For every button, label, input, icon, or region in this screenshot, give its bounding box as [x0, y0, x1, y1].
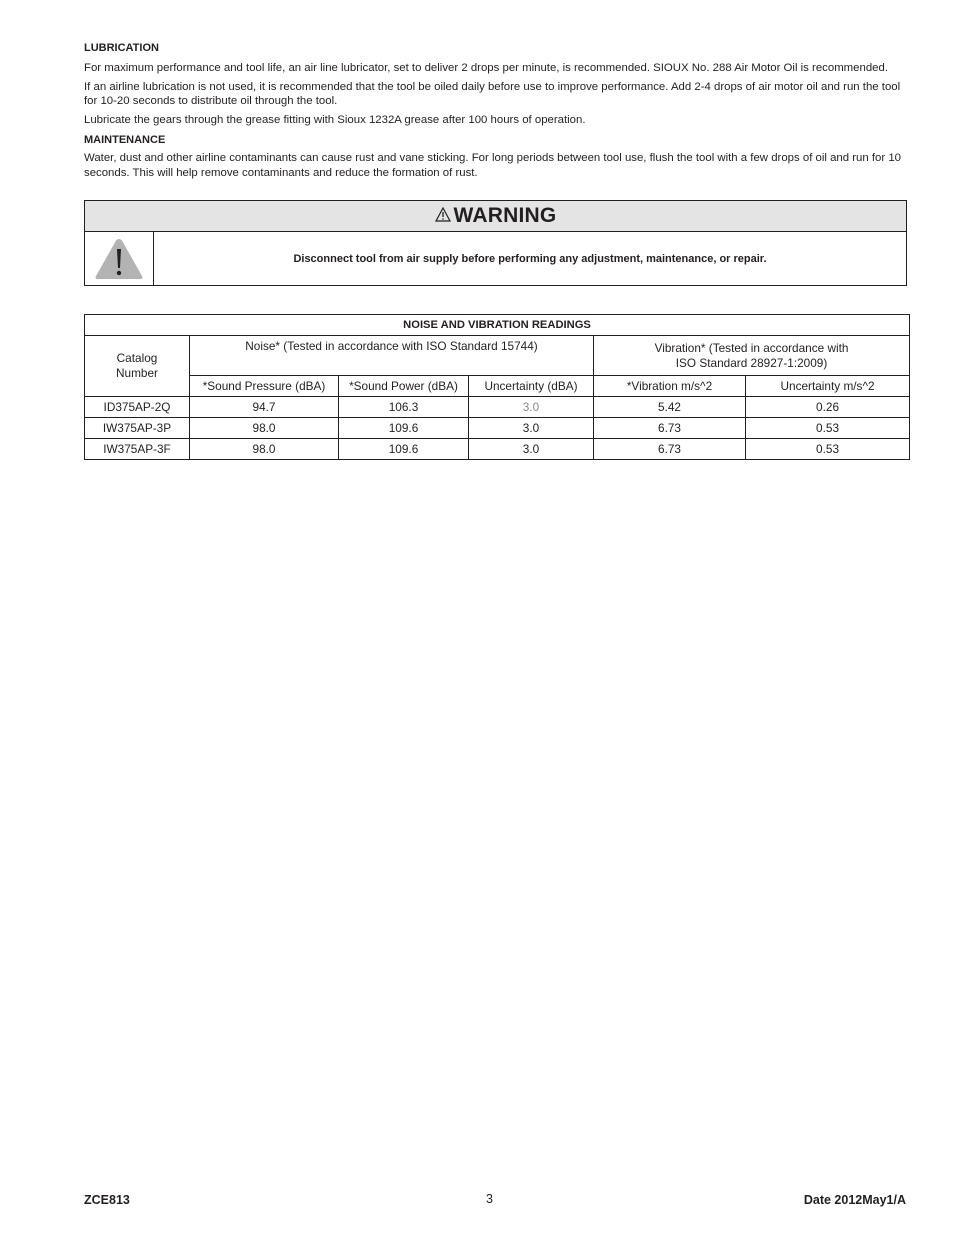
warning-triangle-icon — [435, 204, 451, 228]
table-title: NOISE AND VIBRATION READINGS — [85, 315, 910, 336]
table-cell: 0.53 — [746, 439, 910, 460]
table-cell: 3.0 — [469, 418, 594, 439]
table-cell: 109.6 — [339, 439, 469, 460]
column-header: Uncertainty m/s^2 — [746, 376, 910, 397]
lubrication-paragraph-1: For maximum performance and tool life, an air line lubricator, set to deliver 2 drops per minute, is recommended. SIOUX No. 288 Air Motor Oil is recommended. — [84, 62, 889, 74]
warning-header — [85, 201, 906, 232]
warning-body — [85, 232, 906, 286]
document-body — [84, 41, 908, 187]
table-cell: 109.6 — [339, 418, 469, 439]
column-header: *Sound Power (dBA) — [339, 376, 469, 397]
table-cell: 94.7 — [190, 397, 339, 418]
table-cell: 6.73 — [594, 439, 746, 460]
table-cell: 0.26 — [746, 397, 910, 418]
document-date: Date 2012May1/A — [803, 1193, 906, 1207]
table-cell: 0.53 — [746, 418, 910, 439]
table-cell: 98.0 — [190, 439, 339, 460]
column-header: *Sound Pressure (dBA) — [190, 376, 339, 397]
noise-group-header: Noise* (Tested in accordance with ISO Standard 15744) — [190, 336, 594, 376]
table-cell: IW375AP-3F — [85, 439, 190, 460]
column-header: Uncertainty (dBA) — [469, 376, 594, 397]
table-cell: ID375AP-2Q — [85, 397, 190, 418]
table-cell: IW375AP-3P — [85, 418, 190, 439]
table-cell: 3.0 — [469, 439, 594, 460]
table-row — [85, 439, 910, 460]
warning-message: Disconnect tool from air supply before performing any adjustment, maintenance, or repair. — [293, 253, 767, 265]
maintenance-heading: MAINTENANCE — [84, 134, 166, 147]
exclamation-triangle-icon — [85, 232, 154, 286]
table-row — [85, 418, 910, 439]
vibration-group-header: Vibration* (Tested in accordance with ISO Standard 28927-1:2009) — [594, 336, 910, 376]
table-cell: 106.3 — [339, 397, 469, 418]
lubrication-paragraph-2: If an airline lubrication is not used, it is recommended that the tool be oiled daily before use to improve performance. Add 2-4 drops of air motor oil and run the tool for 10-20 seconds to distribute oil through the tool. — [84, 80, 901, 108]
lubrication-paragraph-3: Lubricate the gears through the grease fitting with Sioux 1232A grease after 100 hours of operation. — [84, 113, 586, 126]
page-number: 3 — [486, 1192, 493, 1206]
noise-vibration-table — [84, 314, 910, 460]
table-cell: 6.73 — [594, 418, 746, 439]
table-cell: 98.0 — [190, 418, 339, 439]
warning-box — [84, 200, 907, 286]
catalog-number-header: Catalog Number — [85, 336, 190, 397]
lubrication-heading: LUBRICATION — [84, 42, 159, 54]
maintenance-paragraph: Water, dust and other airline contaminants can cause rust and vane sticking. For long periods between tool use, flush the tool with a few drops of oil and run for 10 seconds. This will help remove contaminants and reduce the formation of rust. — [84, 152, 902, 179]
table-cell: 3.0 — [469, 397, 594, 418]
table-row — [85, 397, 910, 418]
column-header: *Vibration m/s^2 — [594, 376, 746, 397]
table-cell: 5.42 — [594, 397, 746, 418]
document-id: ZCE813 — [84, 1193, 130, 1207]
warning-title: WARNING — [453, 204, 557, 227]
